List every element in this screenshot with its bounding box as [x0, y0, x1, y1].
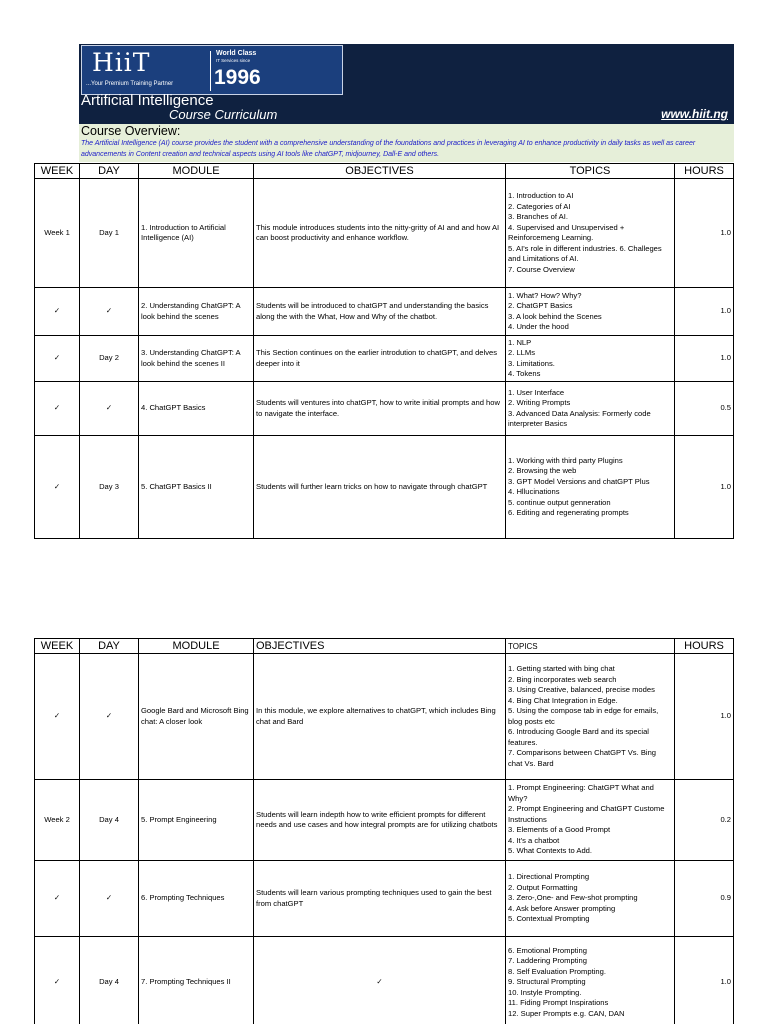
day-cell: ✓: [80, 861, 139, 937]
header-objectives: OBJECTIVES: [254, 639, 506, 654]
topic-item: 4. Bing Chat Integration in Edge.: [508, 695, 618, 705]
week-cell: ✓: [35, 937, 80, 1024]
hours-cell: 0.9: [675, 861, 734, 937]
table-row: [35, 937, 734, 1024]
curriculum-table-2: [34, 638, 734, 1024]
day-cell: ✓: [80, 288, 139, 336]
topic-item: 2. Browsing the web: [508, 466, 577, 475]
module-cell: 6. Prompting Techniques: [139, 861, 254, 937]
topic-item: 1. Directional Prompting: [508, 872, 590, 882]
topic-item: 5. AI's role in different industries. 6. Challeges and Limitations of AI.: [508, 243, 662, 263]
objectives-cell: This Section continues on the earlier introdution to chatGPT, and delves deeper into it: [254, 336, 506, 382]
topic-item: 4. Tokens: [508, 369, 541, 378]
objectives-cell: Students will further learn tricks on how to navigate through chatGPT: [254, 436, 506, 539]
topic-item: 3. Branches of AI.: [508, 212, 568, 221]
course-overview: [79, 124, 734, 162]
topics-cell: [506, 654, 675, 780]
topic-item: 3. Limitations.: [508, 358, 555, 368]
hours-cell: 1.0: [675, 179, 734, 288]
module-cell: 5. ChatGPT Basics II: [139, 436, 254, 539]
topic-item: 8. Self Evaluation Prompting.: [508, 966, 606, 976]
topic-item: 2. Writing Prompts: [508, 398, 571, 407]
week-cell: ✓: [35, 861, 80, 937]
topic-item: 7. Comparisons between ChatGPT Vs. Bing chat Vs. Bard: [508, 748, 657, 768]
module-cell: 5. Prompt Engineering: [139, 780, 254, 861]
week-cell: ✓: [35, 382, 80, 436]
table-row: [35, 780, 734, 861]
objectives-cell: In this module, we explore alternatives to chatGPT, which includes Bing chat and Bard: [254, 654, 506, 780]
hours-cell: 1.0: [675, 336, 734, 382]
topic-item: 2. ChatGPT Basics: [508, 301, 573, 310]
table-header-row: [35, 639, 734, 654]
table-row: [35, 861, 734, 937]
topic-item: 1. What? How? Why?: [508, 290, 582, 300]
topic-item: 4. It's a chatbot: [508, 835, 560, 845]
topic-item: 4. Under the hood: [508, 322, 569, 331]
header-banner: [79, 44, 734, 124]
objectives-cell: Students will learn indepth how to write efficient prompts for different needs and use cases and how integral prompts are for utilizing chatbots: [254, 780, 506, 861]
topics-cell: [506, 382, 675, 436]
hiit-logo: [81, 45, 343, 95]
topic-item: 3. Elements of a Good Prompt: [508, 825, 611, 835]
header-hours: HOURS: [675, 164, 734, 179]
hours-cell: 0.5: [675, 382, 734, 436]
week-cell: ✓: [35, 288, 80, 336]
module-cell: 4. ChatGPT Basics: [139, 382, 254, 436]
topic-item: 6. Editing and regenerating prompts: [508, 508, 629, 517]
week-cell: ✓: [35, 654, 80, 780]
topic-item: 1. NLP: [508, 337, 532, 347]
logo-tagline: ...Your Premium Training Partner: [86, 81, 174, 87]
topic-item: 5. Contextual Prompting: [508, 914, 590, 924]
module-cell: 1. Introduction to Artificial Intelligence (AI): [139, 179, 254, 288]
table-row: [35, 179, 734, 288]
topics-cell: [506, 861, 675, 937]
header-week: WEEK: [35, 164, 80, 179]
topic-item: 3. Advanced Data Analysis: Formerly code interpreter Basics: [508, 408, 651, 428]
course-subtitle: Course Curriculum: [169, 107, 278, 122]
topic-item: 2. Prompt Engineering and ChatGPT Custome Instructions: [508, 804, 665, 824]
hours-cell: 1.0: [675, 436, 734, 539]
day-cell: ✓: [80, 654, 139, 780]
objectives-cell: This module introduces students into the nitty-gritty of AI and and how AI can boost productivity and enhance workflow.: [254, 179, 506, 288]
header-objectives: OBJECTIVES: [254, 164, 506, 179]
logo-divider: [210, 51, 211, 91]
topic-item: 2. Categories of AI: [508, 201, 571, 211]
logo-world-class: World Class: [216, 50, 257, 57]
table-row: [35, 436, 734, 539]
topics-cell: [506, 288, 675, 336]
day-cell: Day 3: [80, 436, 139, 539]
logo-since: IT Services since: [216, 58, 251, 63]
logo-wordmark: HiiT: [92, 48, 151, 77]
module-cell: 3. Understanding ChatGPT: A look behind the scenes II: [139, 336, 254, 382]
topic-item: 1. Introduction to AI: [508, 191, 574, 200]
objectives-cell: ✓: [254, 937, 506, 1024]
objectives-cell: Students will be introduced to chatGPT and understanding the basics along the with the What, How and Why of the chatbot.: [254, 288, 506, 336]
topic-item: 3. GPT Model Versions and chatGPT Plus: [508, 476, 650, 486]
table-row: [35, 382, 734, 436]
day-cell: ✓: [80, 382, 139, 436]
objectives-cell: Students will learn various prompting techniques used to gain the best from chatGPT: [254, 861, 506, 937]
hours-cell: 1.0: [675, 937, 734, 1024]
topic-item: 5. continue output genneration: [508, 497, 611, 507]
table-row: [35, 654, 734, 780]
week-cell: ✓: [35, 436, 80, 539]
hours-cell: 1.0: [675, 288, 734, 336]
module-cell: Google Bard and Microsoft Bing chat: A closer look: [139, 654, 254, 780]
topic-item: 1. Prompt Engineering: ChatGPT What and Why?: [508, 783, 654, 803]
table-header-row: [35, 164, 734, 179]
hours-cell: 1.0: [675, 654, 734, 780]
header-topics: TOPICS: [506, 639, 675, 654]
topic-item: 5. Using the compose tab in edge for emails, blog posts etc: [508, 706, 659, 726]
day-cell: Day 4: [80, 780, 139, 861]
header-week: WEEK: [35, 639, 80, 654]
topics-cell: [506, 780, 675, 861]
hours-cell: 0.2: [675, 780, 734, 861]
topic-item: 2. Bing incorporates web search: [508, 674, 617, 684]
header-topics: TOPICS: [506, 164, 675, 179]
table-row: [35, 288, 734, 336]
curriculum-table-1: [34, 163, 734, 539]
topic-item: 1. User Interface: [508, 387, 565, 397]
topics-cell: [506, 937, 675, 1024]
website-link[interactable]: www.hiit.ng: [661, 107, 728, 121]
header-hours: HOURS: [675, 639, 734, 654]
topic-item: 3. Zero-,One- and Few-shot prompting: [508, 893, 638, 903]
topics-cell: [506, 336, 675, 382]
topics-cell: [506, 179, 675, 288]
week-cell: Week 1: [35, 179, 80, 288]
week-cell: ✓: [35, 336, 80, 382]
header-module: MODULE: [139, 164, 254, 179]
topic-item: 11. Fiding Prompt Inspirations: [508, 998, 609, 1008]
topic-item: 12. Super Prompts e.g. CAN, DAN: [508, 1008, 625, 1018]
header-day: DAY: [80, 639, 139, 654]
module-cell: 2. Understanding ChatGPT: A look behind the scenes: [139, 288, 254, 336]
module-cell: 7. Prompting Techniques II: [139, 937, 254, 1024]
topic-item: 1. Working with third party Plugins: [508, 455, 623, 465]
topic-item: 5. What Contexts to Add.: [508, 846, 592, 856]
overview-text: The Artificial Intelligence (AI) course provides the student with a comprehensive understanding of the foundations and practices in leveraging AI to enhance productivity in daily tasks as well as career advancements in Content creation and technical aspects using AI tools like chatGPT, midjourney, Dall-E and others.: [81, 140, 696, 158]
topics-cell: [506, 436, 675, 539]
topic-item: 3. Using Creative, balanced, precise modes: [508, 685, 655, 694]
topic-item: 10. Instyle Prompting.: [508, 987, 582, 997]
overview-heading: Course Overview:: [81, 124, 181, 138]
topic-item: 6. Emotional Prompting: [508, 945, 587, 955]
logo-year: 1996: [214, 66, 261, 89]
topic-item: 7. Laddering Prompting: [508, 956, 587, 966]
day-cell: Day 2: [80, 336, 139, 382]
topic-item: 7. Course Overview: [508, 264, 575, 274]
header-day: DAY: [80, 164, 139, 179]
day-cell: Day 1: [80, 179, 139, 288]
header-module: MODULE: [139, 639, 254, 654]
table-row: [35, 336, 734, 382]
day-cell: Day 4: [80, 937, 139, 1024]
topic-item: 6. Introducing Google Bard and its special features.: [508, 727, 649, 747]
topic-item: 9. Structural Prompting: [508, 977, 586, 987]
topic-item: 4. Supervised and Unsupervised + Reinforcemeng Learning.: [508, 222, 625, 242]
objectives-cell: Students will ventures into chatGPT, how to write initial prompts and how to navigate the interface.: [254, 382, 506, 436]
topic-item: 4. Hllucinations: [508, 487, 560, 496]
topic-item: 2. LLMs: [508, 348, 536, 357]
week-cell: Week 2: [35, 780, 80, 861]
topic-item: 2. Output Formatting: [508, 882, 578, 892]
topic-item: 3. A look behind the Scenes: [508, 311, 602, 321]
topic-item: 1. Getting started with bing chat: [508, 664, 615, 673]
topic-item: 4. Ask before Answer prompting: [508, 903, 616, 913]
course-title: Artificial Intelligence: [81, 92, 214, 109]
